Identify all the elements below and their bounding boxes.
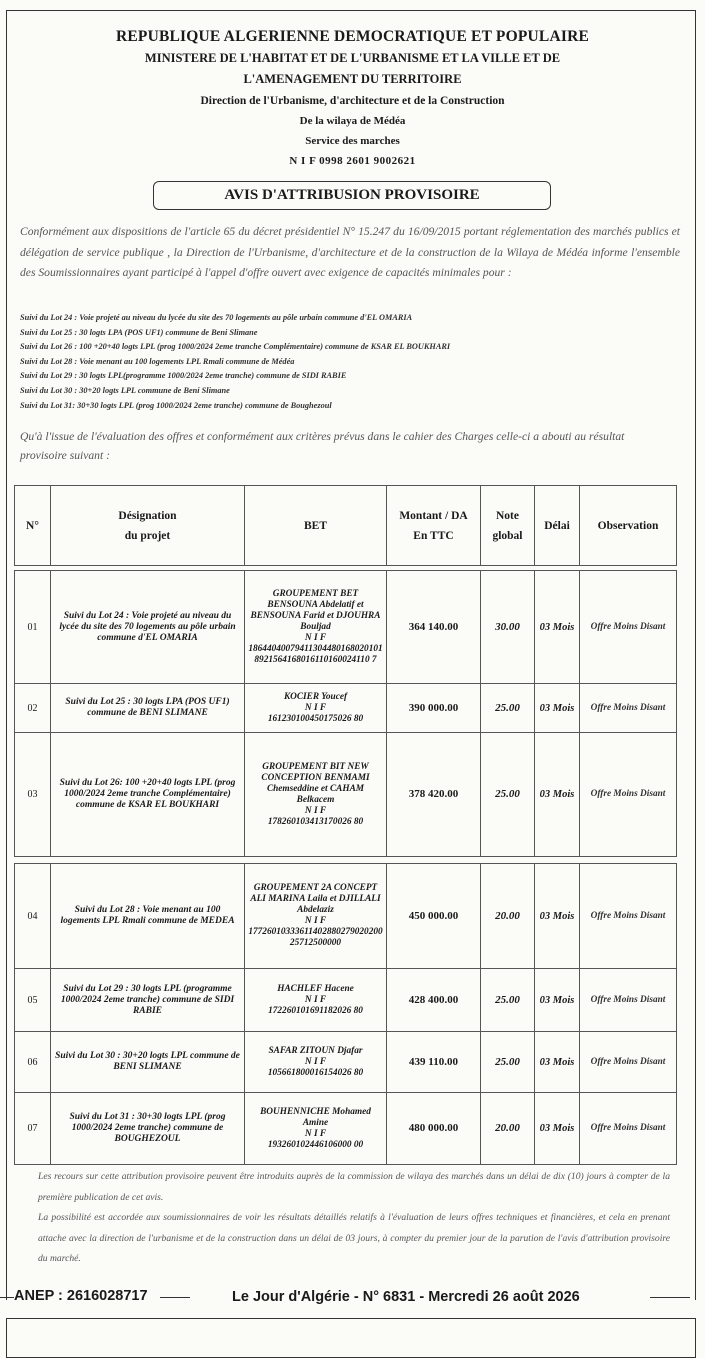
conclusion-paragraph: Qu'à l'issue de l'évaluation des offres et conformément aux critères prévus dans le cahier des Charges celle-ci a abouti au résultat provisoire suivant : [20,430,625,462]
row-montant: 480 000.00 [387,1093,481,1165]
row-bet: BOUHENNICHE Mohamed Amine N I F 193260102446106000 00 [245,1093,387,1165]
col-header-delai: Délai [535,486,580,566]
col-header-montant: Montant / DA En TTC [387,486,481,566]
row-bet: GROUPEMENT BIT NEW CONCEPTION BENMAMI Chemseddine et CAHAM Belkacem N I F 178260103413170026 80 [245,733,387,857]
row-bet: SAFAR ZITOUN Djafar N I F 105661800016154026 80 [245,1032,387,1093]
header-republic: REPUBLIQUE ALGERIENNE DEMOCRATIQUE ET POPULAIRE [115,28,590,45]
row-delai: 03 Mois [535,571,580,684]
row-bet: GROUPEMENT BET BENSOUNA Abdelatif et BENSOUNA Farid et DJOUHRA Bouljad N I F 186440400794113044801680201018921564168016110160024110 7 [245,571,387,684]
lots-list [20,311,690,413]
row-montant: 428 400.00 [387,969,481,1032]
row-num: 06 [15,1032,51,1093]
row-projet: Suivi du Lot 29 : 30 logts LPL (programme 1000/2024 2eme tranche) commune de SIDI RABIE [51,969,245,1032]
row-delai: 03 Mois [535,1093,580,1165]
row-montant: 390 000.00 [387,684,481,733]
row-projet: Suivi du Lot 25 : 30 logts LPA (POS UF1) commune de BENI SLIMANE [51,684,245,733]
row-delai: 03 Mois [535,969,580,1032]
divider [0,1297,14,1298]
row-projet: Suivi du Lot 26: 100 +20+40 logts LPL (prog 1000/2024 2eme tranche Complémentaire) commune de KSAR EL BOUKHARI [51,733,245,857]
row-note: 25.00 [481,969,535,1032]
row-delai: 03 Mois [535,733,580,857]
footer-possibilite: La possibilité est accordée aux soumissionnaires de voir les résultats détaillés relatifs à l'évaluation de leurs offres techniques et financières, et cela en prenant attache avec la direction de l'urbanisme et de la construction dans un délai de 03 jours, à compter du premier jour de la parution de l'avis d'attribution provisoire du marché. [38,1212,670,1264]
footer-notes [38,1167,670,1270]
row-projet: Suivi du Lot 28 : Voie menant au 100 logements LPL Rmali commune de MEDEA [51,864,245,969]
lot-item: Suivi du Lot 31: 30+30 logts LPL (prog 1000/2024 2eme tranche) commune de Boughezoul [20,400,332,410]
lot-item: Suivi du Lot 24 : Voie projeté au niveau du lycée du site des 70 logements au pôle urbain commune d'EL OMARIA [20,313,413,322]
row-note: 20.00 [481,1093,535,1165]
row-num: 04 [15,864,51,969]
table-row [15,1032,677,1093]
journal-reference: Le Jour d'Algérie - N° 6831 - Mercredi 26 août 2026 [232,1289,580,1305]
row-projet: Suivi du Lot 24 : Voie projeté au niveau du lycée du site des 70 logements au pôle urbain commune d'EL OMARIA [51,571,245,684]
row-num: 05 [15,969,51,1032]
table-row [15,733,677,857]
row-num: 01 [15,571,51,684]
lot-item: Suivi du Lot 26 : 100 +20+40 logts LPL (prog 1000/2024 2eme tranche Complémentaire) commune de KSAR EL BOUKHARI [20,342,451,352]
row-note: 30.00 [481,571,535,684]
divider [160,1297,190,1298]
row-bet: KOCIER Youcef N I F 161230100450175026 80 [245,684,387,733]
divider [650,1297,690,1298]
header-direction: Direction de l'Urbanisme, d'architecture et de la Construction [200,95,505,107]
row-observation: Offre Moins Disant [580,864,677,969]
row-delai: 03 Mois [535,1032,580,1093]
row-num: 02 [15,684,51,733]
row-montant: 364 140.00 [387,571,481,684]
header-ministry-cont: L'AMENAGEMENT DU TERRITOIRE [243,72,462,86]
row-note: 25.00 [481,684,535,733]
col-header-num: N° [15,486,51,566]
row-observation: Offre Moins Disant [580,1093,677,1165]
table-row [15,684,677,733]
col-header-bet: BET [245,486,387,566]
notice-title: AVIS D'ATTRIBUSION PROVISOIRE [153,181,551,210]
row-num: 03 [15,733,51,857]
anep-reference: ANEP : 2616028717 [14,1288,148,1304]
row-observation: Offre Moins Disant [580,684,677,733]
row-note: 25.00 [481,733,535,857]
row-delai: 03 Mois [535,684,580,733]
header-ministry: MINISTERE DE L'HABITAT ET DE L'URBANISME ET LA VILLE ET DE [144,51,561,65]
next-notice-frame [6,1318,696,1358]
table-row [15,571,677,684]
lot-item: Suivi du Lot 29 : 30 logts LPL(programme 1000/2024 2eme tranche) commune de SIDI RABIE [20,371,347,381]
row-note: 25.00 [481,1032,535,1093]
lot-item: Suivi du Lot 28 : Voie menant au 100 logements LPL Rmali commune de Médéa [20,356,295,366]
table-row [15,1093,677,1165]
header-nif: N I F 0998 2601 9002621 [289,155,416,167]
row-observation: Offre Moins Disant [580,571,677,684]
row-bet: HACHLEF Hacene N I F 172260101691182026 80 [245,969,387,1032]
row-delai: 03 Mois [535,864,580,969]
row-montant: 378 420.00 [387,733,481,857]
lot-item: Suivi du Lot 30 : 30+20 logts LPL commune de Beni Slimane [20,385,230,395]
col-header-observation: Observation [580,486,677,566]
row-note: 20.00 [481,864,535,969]
row-montant: 450 000.00 [387,864,481,969]
table-row [15,969,677,1032]
row-montant: 439 110.00 [387,1032,481,1093]
footer-recours: Les recours sur cette attribution provisoire peuvent être introduits auprès de la commission de wilaya des marchés dans un délai de dix (10) jours à compter de la première publication de cet avis. [38,1171,670,1203]
intro-paragraph: Conformément aux dispositions de l'article 65 du décret présidentiel N° 15.247 du 16/09/2015 portant réglementation des marchés publics et délégation de service publique , la Direction de l'Urbanisme, d'architecture et de la construction de la Wilaya de Médéa informe l'ensemble des Soumissionnaires ayant participé à l'appel d'offre ouvert avec exigence de capacités minimales pour : [20,225,680,280]
row-observation: Offre Moins Disant [580,1032,677,1093]
row-num: 07 [15,1093,51,1165]
row-observation: Offre Moins Disant [580,969,677,1032]
col-header-note: Note global [481,486,535,566]
header-wilaya: De la wilaya de Médéa [299,115,406,127]
table-row [15,864,677,969]
table-header-row [15,486,677,566]
lot-item: Suivi du Lot 25 : 30 logts LPA (POS UF1) commune de Beni Slimane [20,327,258,337]
results-table [14,485,677,1165]
col-header-designation: Désignation du projet [51,486,245,566]
row-bet: GROUPEMENT 2A CONCEPT ALI MARINA Laila et DJILLALI Abdelaziz N I F 1772601033361140288027902020025712500000 [245,864,387,969]
row-projet: Suivi du Lot 30 : 30+20 logts LPL commune de BENI SLIMANE [51,1032,245,1093]
row-projet: Suivi du Lot 31 : 30+30 logts LPL (prog 1000/2024 2eme tranche) commune de BOUGHEZOUL [51,1093,245,1165]
row-observation: Offre Moins Disant [580,733,677,857]
header-service: Service des marches [305,135,400,147]
